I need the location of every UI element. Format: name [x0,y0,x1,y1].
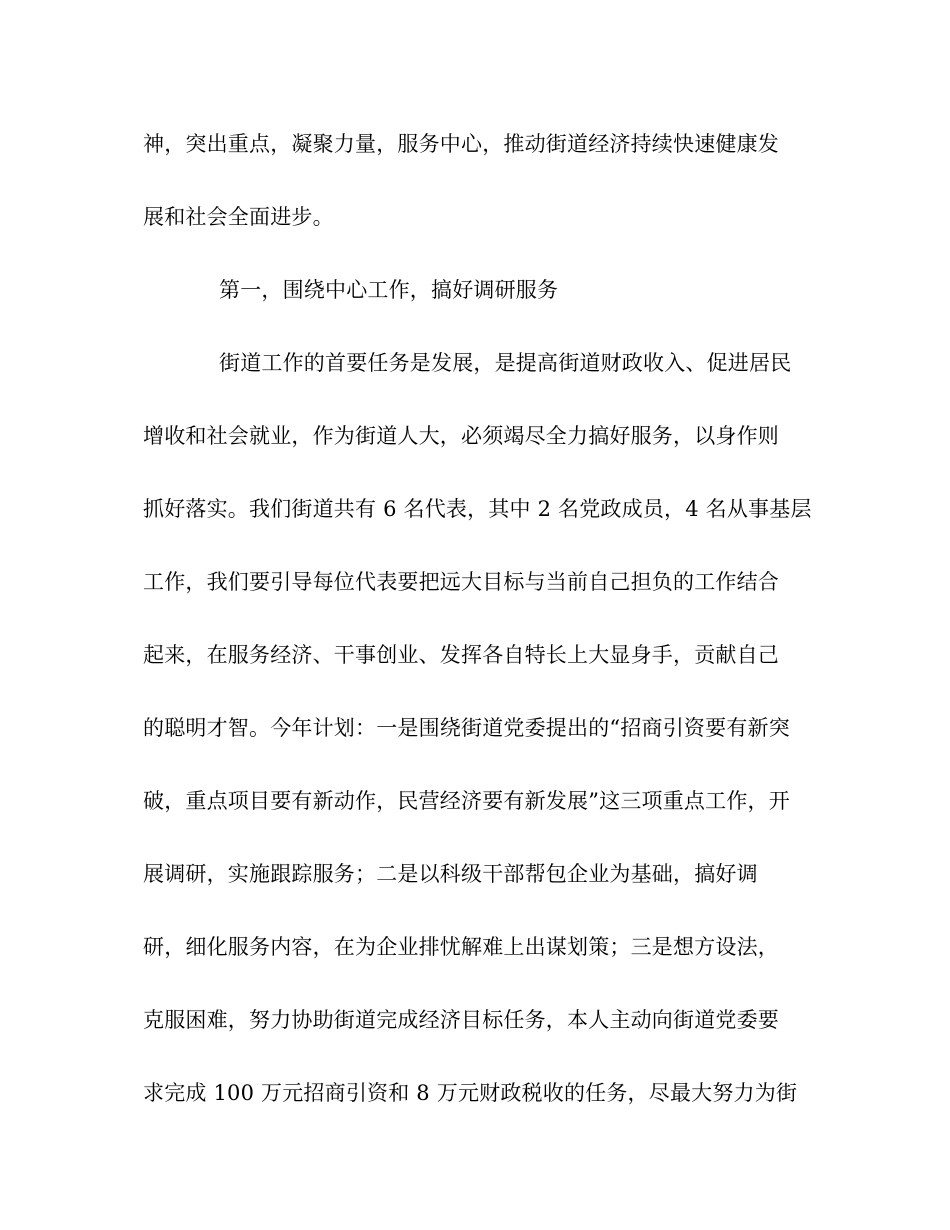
text-line: 研，细化服务内容，在为企业排忧解难上出谋划策；三是想方设法， [143,935,779,959]
text-line: 起来，在服务经济、干事创业、发挥各自特长上大显身手，贡献自己 [143,643,779,667]
text-line: 展调研，实施跟踪服务；二是以科级干部帮包企业为基础，搞好调 [143,862,758,886]
text-line: 工作，我们要引导每位代表要把远大目标与当前自己担负的工作结合 [143,570,779,594]
document-body [143,116,823,1138]
text-line: 增收和社会就业，作为街道人大，必须竭尽全力搞好服务，以身作则 [143,424,779,448]
text-line: 破，重点项目要有新动作，民营经济要有新发展”这三项重点工作，开 [143,789,790,813]
text-line: 展和社会全面进步。 [143,205,334,229]
text-line: 克服困难，努力协助街道完成经济目标任务，本人主动向街道党委要 [143,1008,779,1032]
text-line: 神，突出重点，凝聚力量，服务中心，推动街道经济持续快速健康发 [143,132,779,156]
text-line: 抓好落实。我们街道共有 6 名代表，其中 2 名党政成员，4 名从事基层 [143,497,812,521]
text-line: 求完成 100 万元招商引资和 8 万元财政税收的任务，尽最大努力为街 [143,1081,798,1105]
paragraph-first-line: 街道工作的首要任务是发展，是提高街道财政收入、促进居民 [219,351,792,375]
section-heading: 第一，围绕中心工作，搞好调研服务 [219,278,559,302]
text-line: 的聪明才智。今年计划：一是围绕街道党委提出的“招商引资要有新突 [143,716,790,740]
